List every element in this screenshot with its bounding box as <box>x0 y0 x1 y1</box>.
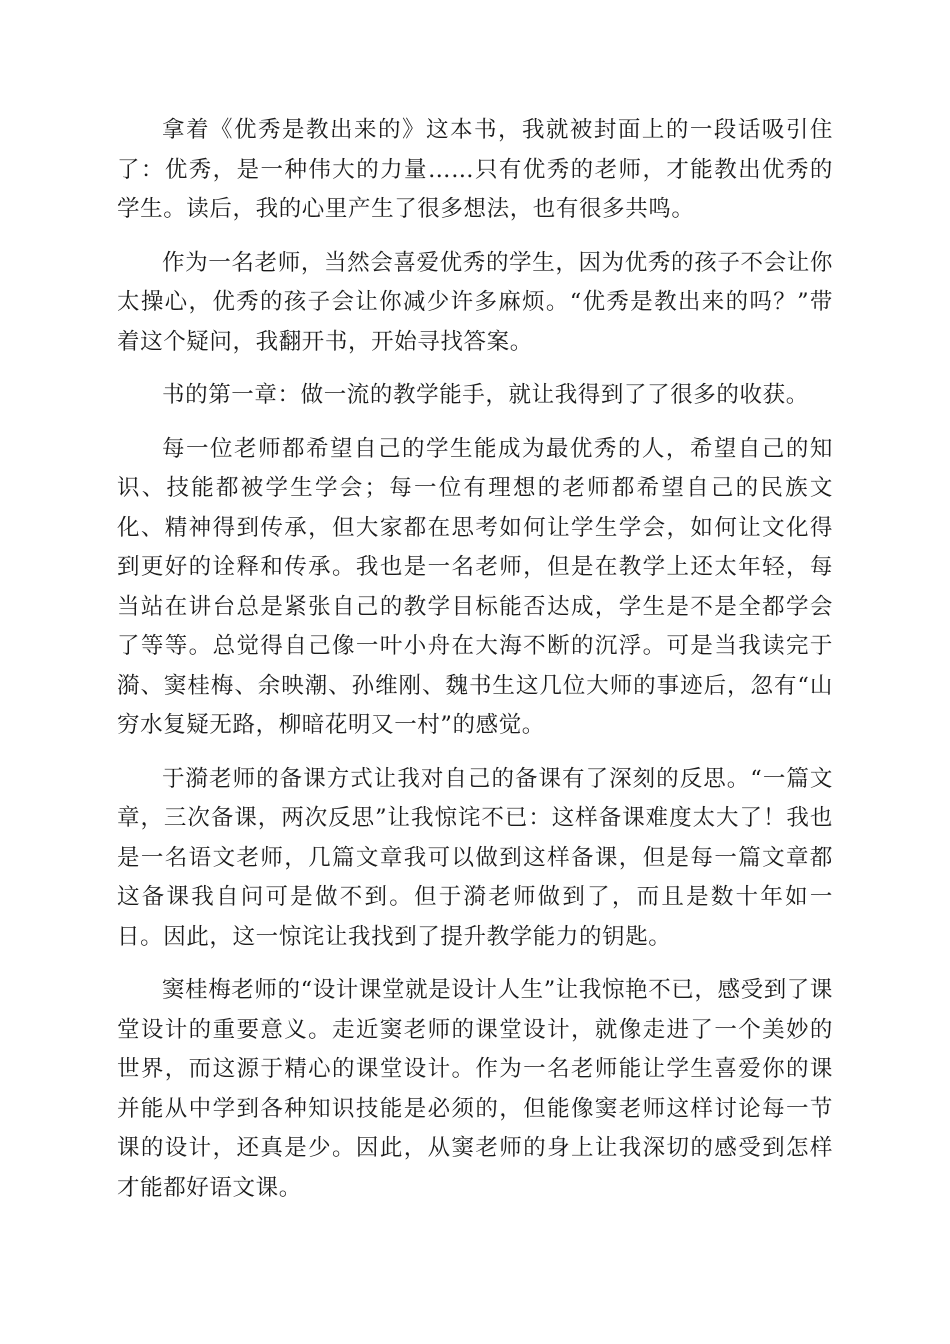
paragraph: 拿着《优秀是教出来的》这本书，我就被封面上的一段话吸引住了：优秀，是一种伟大的力量……只有优秀的老师，才能教出优秀的学生。读后，我的心里产生了很多想法，也有很多共鸣。 <box>117 117 833 222</box>
document-body <box>117 111 833 1222</box>
paragraph: 书的第一章：做一流的教学能手，就让我得到了了很多的收获。 <box>162 382 809 408</box>
paragraph: 于漪老师的备课方式让我对自己的备课有了深刻的反思。“一篇文章，三次备课，两次反思”让我惊诧不已：这样备课难度太大了！我也是一名语文老师，几篇文章我可以做到这样备课，但是每一篇文章都这备课我自问可是做不到。但于漪老师做到了，而且是数十年如一日。因此，这一惊诧让我找到了提升教学能力的钥匙。 <box>117 765 833 950</box>
paragraph: 作为一名老师，当然会喜爱优秀的学生，因为优秀的孩子不会让你太操心，优秀的孩子会让你减少许多麻烦。“优秀是教出来的吗？”带着这个疑问，我翻开书，开始寻找答案。 <box>117 249 833 355</box>
paragraph: 每一位老师都希望自己的学生能成为最优秀的人，希望自己的知识、技能都被学生学会；每一位有理想的老师都希望自己的民族文化、精神得到传承，但大家都在思考如何让学生学会，如何让文化得到更好的诠释和传承。我也是一名老师，但是在教学上还太年轻，每当站在讲台总是紧张自己的教学目标能否达成，学生是不是全都学会了等等。总觉得自己像一叶小舟在大海不断的沉浮。可是当我读完于漪、窦桂梅、余映潮、孙维刚、魏书生这几位大师的事迹后，忽有“山穷水复疑无路，柳暗花明又一村”的感觉。 <box>117 435 833 738</box>
paragraph: 窦桂梅老师的“设计课堂就是设计人生”让我惊艳不已，感受到了课堂设计的重要意义。走近窦老师的课堂设计，就像走进了一个美妙的世界，而这源于精心的课堂设计。作为一名老师能让学生喜爱你的课并能从中学到各种知识技能是必须的，但能像窦老师这样讨论每一节课的设计，还真是少。因此，从窦老师的身上让我深切的感受到怎样才能都好语文课。 <box>117 977 834 1201</box>
